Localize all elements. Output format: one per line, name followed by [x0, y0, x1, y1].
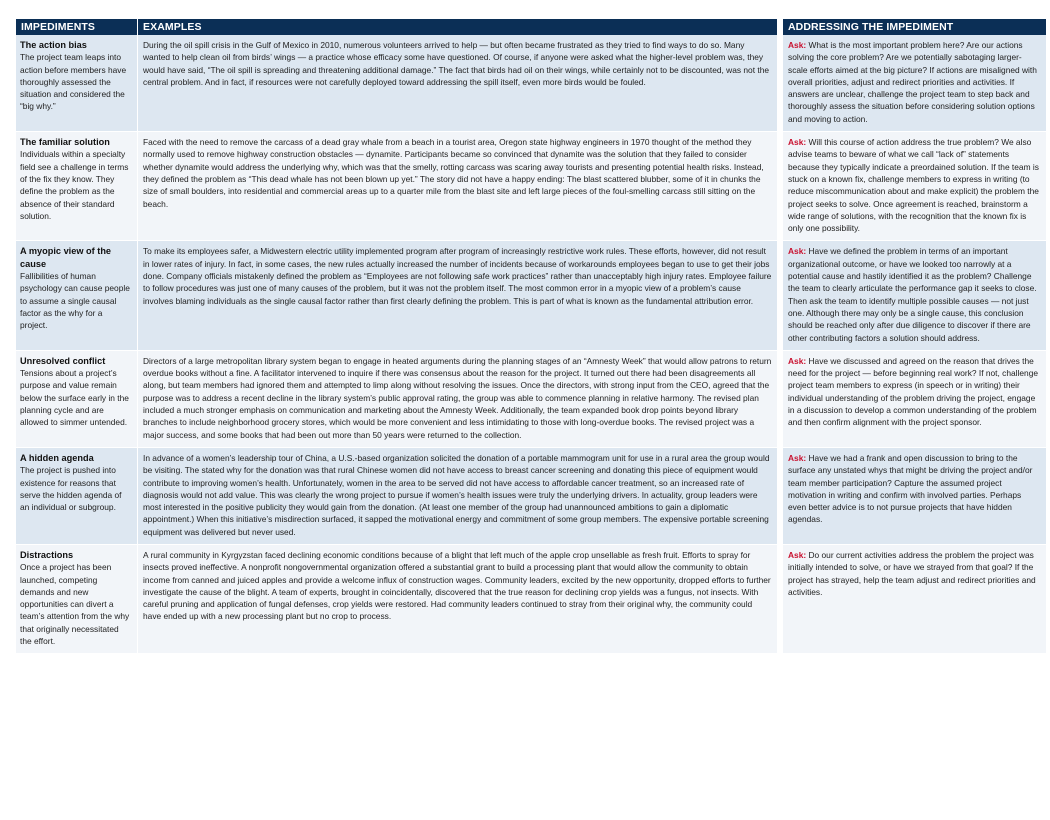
addressing-text: Do our current activities address the problem the project was initially intended to solve, or have we strayed from that goal? If the project has strayed, help the team adjust and redirect priorities and activities.: [788, 549, 1036, 597]
impediment-title: Unresolved conflict: [20, 355, 106, 366]
table-row: [16, 545, 1046, 653]
impediment-title: A hidden agenda: [20, 452, 94, 463]
addressing-cell: [777, 241, 1046, 349]
header-row: [16, 19, 1046, 35]
impediment-cell: [16, 132, 137, 240]
ask-label: Ask:: [788, 137, 807, 148]
impediment-description: Once a project has been launched, competing demands and new opportunities can divert a team’s attention from the why that originally necessitated the effort.: [20, 562, 130, 647]
addressing-text: Have we had a frank and open discussion to bring to the surface any unstated whys that might be driving the project and/or team member participation? Capture the assumed project motivation in writing and confirm with involved parties. Perhaps even better advice is to not pursue projects that have hidden agendas.: [788, 452, 1033, 525]
ask-label: Ask:: [788, 452, 807, 463]
example-cell: To make its employees safer, a Midwestern electric utility implemented program after program of increasingly restrictive work rules. These efforts, however, did not result in lower rates of injury. In fact, in some cases, the new rules actually increased the number of incidents because of workarounds employees began to use to get their jobs done. Company officials mistakenly defined the problem as “Employees are not following safe work practices” rather than unacceptably high injury rates. Employee failure to follow procedures was just one of many causes of the problem, but it was not the problem itself. The most common error in a myopic view of a problem’s cause involves blaming individuals as the single causal factor rather than first clearly defining the problem. This is part of what is known as the fundamental attribution error.: [137, 241, 777, 349]
header-examples: EXAMPLES: [137, 19, 777, 35]
table-row: [16, 448, 1046, 544]
impediment-title: The familiar solution: [20, 137, 110, 148]
impediment-description: The project is pushed into existence for reasons that serve the hidden agenda of an individual or subgroup.: [20, 465, 122, 513]
impediments-table: [16, 19, 1046, 653]
example-cell: Directors of a large metropolitan library system began to engage in heated arguments during the planning stages of an “Amnesty Week” that would allow patrons to return overdue books without a fine. A facilitator intervened to inquire if there was consensus about the reason for the project. It turned out there had been disagreements all along, but team members had ignored them and attempted to limp along without resolving the issues. Once the directors, with strong input from the CEO, agreed that the purpose was to address a recent decline in the library system’s public approval rating, the group was able to commence planning in relative harmony. The revised plan included a much stronger emphasis on communication and marketing about the Amnesty Week. Additionally, the team expanded book drop points beyond library branches to include neighborhood grocery stores, which would be more convenient and less intimidating to those with long-overdue books. The revised project was a major success, and some books that had been out more than 50 years were returned to the collection.: [137, 351, 777, 447]
impediment-cell: [16, 35, 137, 131]
addressing-text: Have we defined the problem in terms of an important organizational outcome, or have we looked too narrowly at a potential cause and hastily identified it as the problem? Challenge the team to clearly articulate the performance gap it seeks to close. Then ask the team to identify multiple possible causes — not just one. Although there may only be a single cause, this conclusion should be reached only after due diligence to discover if there are other contributing factors a solution should address.: [788, 246, 1037, 343]
example-cell: In advance of a women’s leadership tour of China, a U.S.-based organization solicited the donation of a portable mammogram unit for use in a rural area the group would be visiting. The stated why for the donation was that rural Chinese women did not have access to breast cancer screening and donating this piece of equipment would contribute to improving women’s health. Unfortunately, women in the area to be served did not have access to affordable cancer treatment, so an increased rate of diagnosis would not add value. This was clearly the wrong project to pursue if women’s health issues were truly the underlying drivers. In actuality, group leaders were most interested in the positive publicity they would gain from the donation. (At least one member of the group had unannounced ambitions to gain a diplomatic appointment.) When this initiative’s misdirection surfaced, it sapped the motivational energy and commitment of some group members. The expensive portable screening equipment was delivered but never used.: [137, 448, 777, 544]
addressing-text: Will this course of action address the true problem? We also advise teams to beware of what we call “lack of” statements because they typically indicate a preordained solution. If the team is stuck on a known fix, challenge members to express in writing (to reduce miscommunication about and make explicit) the problem the project seeks to solve. Once agreement is reached, brainstorm a wide range of solutions, with the recognition that the known fix is only one possibility.: [788, 137, 1039, 234]
ask-label: Ask:: [788, 246, 807, 257]
addressing-cell: [777, 545, 1046, 653]
addressing-cell: [777, 448, 1046, 544]
impediment-cell: [16, 545, 137, 653]
impediment-cell: [16, 351, 137, 447]
ask-label: Ask:: [788, 40, 807, 50]
table-row: [16, 241, 1046, 349]
addressing-text: Have we discussed and agreed on the reason that drives the need for the project — before beginning real work? If not, challenge project team members to express (in speech or in writing) their individual understanding of the problem driving the project, engage in a discussion to develop a common understanding of the problem and then confirm alignment with the project sponsor.: [788, 355, 1039, 428]
impediment-description: The project team leaps into action before members have thoroughly assessed the situation and considered the “big why.”: [20, 52, 127, 112]
header-impediments: IMPEDIMENTS: [16, 19, 137, 35]
addressing-cell: [777, 35, 1046, 131]
addressing-cell: [777, 132, 1046, 240]
example-cell: During the oil spill crisis in the Gulf of Mexico in 2010, numerous volunteers arrived to help — but often became frustrated as they tried to find ways to do so. Many wanted to help clean oil from birds’ wings — a practice whose efficacy some have questioned. Of course, if anyone were asked what the higher-level problem was, they would have said, “The oil spill is spreading and threatening additional damage.” The fact that birds had oil on their wings, while certainly not to be discounted, was not the central problem. And in fact, if resources were not carefully deployed toward addressing the spill itself, even more birds would be fouled.: [137, 35, 777, 131]
table-row: [16, 35, 1046, 131]
ask-label: Ask:: [788, 355, 807, 366]
impediment-title: A myopic view of the cause: [20, 246, 112, 269]
example-cell: A rural community in Kyrgyzstan faced declining economic conditions because of a blight that left much of the apple crop unsellable as fresh fruit. Efforts to spray for insects proved ineffective. A nonprofit nongovernmental organization offered a substantial grant to build a processing plant that would allow the community to obtain income from canned and juiced apples and provide a welcome influx of construction wages. Community leaders, excited by the new opportunity, dropped efforts to further investigate the cause of the blight. A team of experts, brought in coincidentally, discovered that the true reason for declining crop yields was a fungus, not insects. With careful pruning and application of fungal defenses, crop yields were restored. Had community leaders continued to stray from their original why, the community could have ended up with a new processing plant but no crop to process.: [137, 545, 777, 653]
table-row: [16, 132, 1046, 240]
impediment-title: The action bias: [20, 40, 87, 50]
example-cell: Faced with the need to remove the carcass of a dead gray whale from a beach in a tourist area, Oregon state highway engineers in 1970 thought of the method they normally used to remove highway construction obstacles — dynamite. Participants became so convinced that dynamite was the solution that they failed to consider whether dynamite would address the underlying why, which was that the smelly, rotting carcass was scaring away tourists and presenting potential health risks. Instead, they defined the problem as “This dead whale has not been blown up yet.” The story did not have a happy ending: The blast scattered blubber, some of it in chunks the size of small boulders, into residential and commercial areas up to a quarter mile from the blast site and left large pieces of the foul-smelling carcass still sitting on the beach.: [137, 132, 777, 240]
impediment-description: Tensions about a project’s purpose and value remain below the surface early in the planning cycle and are allowed to simmer untended.: [20, 368, 129, 428]
header-addressing: ADDRESSING THE IMPEDIMENT: [777, 19, 1046, 35]
impediment-description: Individuals within a specialty field see a challenge in terms of the fix they know. They define the problem as the absence of their standard solution.: [20, 149, 129, 221]
addressing-cell: [777, 351, 1046, 447]
impediment-title: Distractions: [20, 549, 74, 560]
impediment-cell: [16, 448, 137, 544]
table-row: [16, 351, 1046, 447]
impediment-description: Fallibilities of human psychology can cause people to assume a single causal factor as the why for a project.: [20, 271, 130, 331]
ask-label: Ask:: [788, 549, 807, 560]
impediment-cell: [16, 241, 137, 349]
addressing-text: What is the most important problem here? Are our actions solving the core problem? Are we potentially sabotaging larger-scale efforts aimed at the big picture? If actions are misaligned with overall priorities, adjust and redirect priorities and activities. If answers are unclear, challenge the project team to step back and thoroughly assess the situation before considering solution options and moving to action.: [788, 40, 1037, 124]
